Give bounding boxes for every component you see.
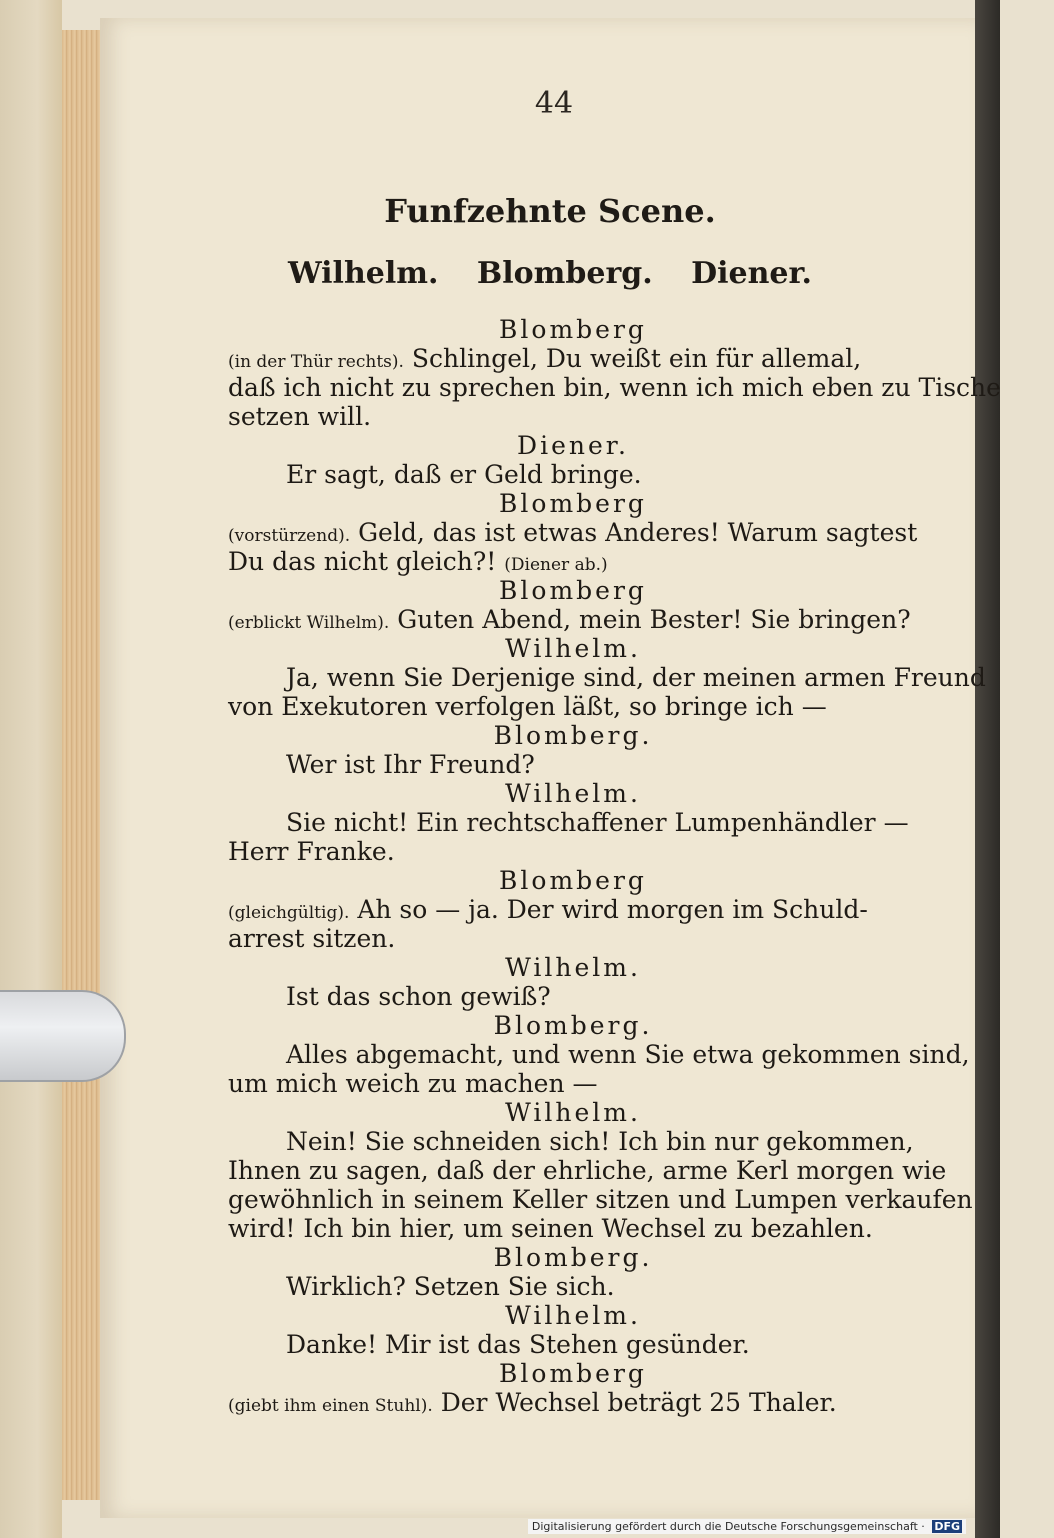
- dialogue-line: [228, 1272, 888, 1301]
- dialogue-text: Der Wechsel beträgt 25 Thaler.: [440, 1388, 837, 1417]
- dialogue-text: Guten Abend, mein Bester! Sie bringen?: [397, 605, 911, 634]
- dialogue-text: Schlingel, Du weißt ein für allemal,: [411, 344, 862, 373]
- dialogue-line: [228, 402, 888, 431]
- play-text: [228, 315, 1001, 1417]
- speaker-name: [228, 576, 888, 605]
- speaker-name: [228, 431, 888, 460]
- dialogue-text: Wer ist Ihr Freund?: [286, 750, 535, 779]
- dialogue-line: [228, 1156, 947, 1185]
- dialogue-text: wird! Ich bin hier, um seinen Wechsel zu bezahlen.: [228, 1214, 873, 1243]
- speaker-label: Blomberg: [499, 315, 647, 344]
- dialogue-line: [228, 460, 888, 489]
- speaker-label: Blomberg.: [493, 1243, 653, 1272]
- dialogue-text: Nein! Sie schneiden sich! Ich bin nur gekommen,: [286, 1127, 914, 1156]
- speaker-name: [228, 1359, 888, 1388]
- scene-title: Funfzehnte Scene.: [384, 192, 716, 230]
- dialogue-text: Ihnen zu sagen, daß der ehrliche, arme Kerl morgen wie: [228, 1156, 947, 1185]
- speaker-name: [228, 1243, 888, 1272]
- speaker-label: Wilhelm.: [505, 634, 641, 663]
- dialogue-line: [228, 1388, 888, 1417]
- dialogue-line: [228, 895, 888, 924]
- dialogue-text: Wirklich? Setzen Sie sich.: [286, 1272, 615, 1301]
- dialogue-text: Er sagt, daß er Geld bringe.: [286, 460, 642, 489]
- speaker-label: Blomberg: [499, 1359, 647, 1388]
- speaker-name: [228, 779, 888, 808]
- dialogue-line: [228, 1185, 973, 1214]
- stage-direction: (erblickt Wilhelm).: [228, 613, 390, 633]
- dialogue-text: Geld, das ist etwas Anderes! Warum sagtest: [358, 518, 918, 547]
- page-number: 44: [534, 86, 574, 121]
- dialogue-text: setzen will.: [228, 402, 372, 431]
- speaker-name: [228, 866, 888, 895]
- dialogue-line: [228, 1127, 914, 1156]
- speaker-label: Blomberg: [499, 489, 647, 518]
- dialogue-text: Alles abgemacht, und wenn Sie etwa gekommen sind,: [286, 1040, 970, 1069]
- dialogue-text: arrest sitzen.: [228, 924, 396, 953]
- speaker-name: [228, 1098, 888, 1127]
- dfg-logo: DFG: [934, 1520, 960, 1533]
- dialogue-text: Du das nicht gleich?!: [228, 547, 497, 576]
- right-book-edge: [975, 0, 1000, 1538]
- dialogue-line: [228, 1069, 888, 1098]
- dialogue-text: von Exekutoren verfolgen läßt, so bringe ich —: [228, 692, 827, 721]
- stage-direction: (Diener ab.): [504, 555, 608, 575]
- speaker-label: Blomberg.: [493, 1011, 653, 1040]
- speaker-label: Wilhelm.: [505, 779, 641, 808]
- dialogue-line: [228, 1330, 888, 1359]
- speaker-name: [228, 721, 888, 750]
- dialogue-text: daß ich nicht zu sprechen bin, wenn ich mich eben zu Tische: [228, 373, 1001, 402]
- dialogue-line: [228, 750, 888, 779]
- stage-direction: (in der Thür rechts).: [228, 352, 404, 372]
- character-list: Wilhelm. Blomberg. Diener.: [287, 256, 813, 291]
- speaker-label: Blomberg: [499, 866, 647, 895]
- dialogue-line: [228, 605, 911, 634]
- dialogue-text: Ja, wenn Sie Derjenige sind, der meinen armen Freund: [286, 663, 986, 692]
- speaker-name: [228, 1301, 888, 1330]
- dialogue-line: [228, 924, 888, 953]
- speaker-name: [228, 489, 888, 518]
- speaker-name: [228, 953, 888, 982]
- left-margin: [0, 0, 62, 1538]
- dialogue-line: [228, 663, 986, 692]
- dialogue-text: um mich weich zu machen —: [228, 1069, 598, 1098]
- dialogue-text: Sie nicht! Ein rechtschaffener Lumpenhändler —: [286, 808, 909, 837]
- stage-direction: (vorstürzend).: [228, 526, 351, 546]
- dialogue-text: Ah so — ja. Der wird morgen im Schuld-: [357, 895, 868, 924]
- page-stack-edge: [62, 30, 103, 1500]
- speaker-label: Blomberg.: [493, 721, 653, 750]
- dialogue-line: [228, 547, 888, 576]
- dialogue-text: Herr Franke.: [228, 837, 395, 866]
- speaker-label: Wilhelm.: [505, 953, 641, 982]
- speaker-label: Wilhelm.: [505, 1098, 641, 1127]
- speaker-name: [228, 315, 888, 344]
- dialogue-text: Danke! Mir ist das Stehen gesünder.: [286, 1330, 750, 1359]
- speaker-name: [228, 1011, 888, 1040]
- dialogue-line: [228, 1214, 888, 1243]
- dialogue-line: [228, 692, 888, 721]
- dialogue-line: [228, 373, 1001, 402]
- dialogue-line: [228, 344, 888, 373]
- page-clip: [0, 990, 126, 1082]
- digitization-footer: [528, 1519, 966, 1534]
- speaker-label: Wilhelm.: [505, 1301, 641, 1330]
- dialogue-line: [228, 518, 918, 547]
- footer-text: Digitalisierung gefördert durch die Deutsche Forschungsgemeinschaft ·: [531, 1520, 925, 1533]
- dialogue-line: [228, 808, 909, 837]
- dialogue-text: Ist das schon gewiß?: [286, 982, 551, 1011]
- speaker-label: Diener.: [517, 431, 629, 460]
- speaker-label: Blomberg: [499, 576, 647, 605]
- dialogue-line: [228, 982, 888, 1011]
- stage-direction: (giebt ihm einen Stuhl).: [228, 1396, 433, 1416]
- dialogue-line: [228, 1040, 970, 1069]
- speaker-name: [228, 634, 888, 663]
- stage-direction: (gleichgültig).: [228, 903, 350, 923]
- dialogue-line: [228, 837, 888, 866]
- dialogue-text: gewöhnlich in seinem Keller sitzen und Lumpen verkaufen: [228, 1185, 973, 1214]
